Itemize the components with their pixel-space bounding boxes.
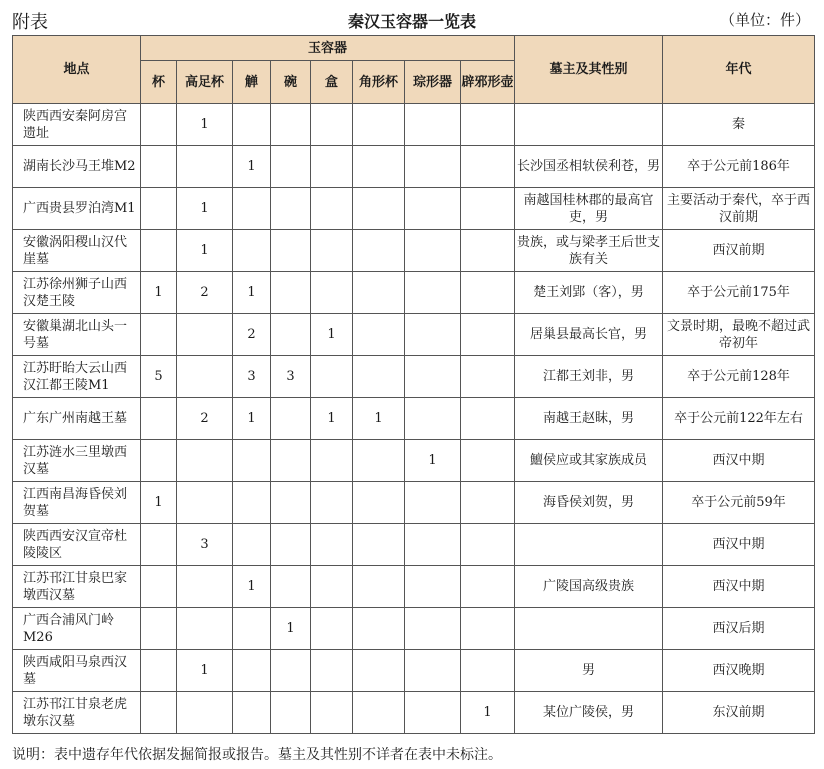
cell-era: 西汉中期: [663, 566, 815, 608]
cell-place: 江苏邗江甘泉老虎墩东汉墓: [13, 692, 141, 734]
cell-place: 广东广州南越王墓: [13, 398, 141, 440]
cell-count: 1: [233, 272, 271, 314]
cell-count: [405, 650, 461, 692]
cell-count: [233, 440, 271, 482]
cell-count: [461, 230, 515, 272]
col-header-vessel: 角形杯: [353, 61, 405, 104]
cell-count: [311, 524, 353, 566]
cell-count: [177, 692, 233, 734]
cell-count: [461, 440, 515, 482]
table-row: [13, 524, 815, 566]
cell-count: [233, 692, 271, 734]
cell-place: 广西合浦风门岭M26: [13, 608, 141, 650]
cell-count: [405, 104, 461, 146]
cell-era: 文景时期，最晚不超过武帝初年: [663, 314, 815, 356]
table-row: [13, 230, 815, 272]
cell-count: 1: [233, 566, 271, 608]
col-header-era: 年代: [663, 36, 815, 104]
cell-count: 1: [311, 314, 353, 356]
table-row: [13, 146, 815, 188]
cell-owner: 鱣侯应或其家族成员: [515, 440, 663, 482]
cell-place: 安徽涡阳稷山汉代崖墓: [13, 230, 141, 272]
cell-place: 湖南长沙马王堆M2: [13, 146, 141, 188]
cell-count: [271, 650, 311, 692]
cell-count: [177, 608, 233, 650]
cell-count: [405, 230, 461, 272]
cell-count: [353, 524, 405, 566]
cell-place: 江苏涟水三里墩西汉墓: [13, 440, 141, 482]
cell-count: [141, 230, 177, 272]
cell-count: [233, 524, 271, 566]
table-row: [13, 440, 815, 482]
cell-owner: 南越国桂林郡的最高官吏，男: [515, 188, 663, 230]
cell-count: 1: [311, 398, 353, 440]
cell-count: [353, 272, 405, 314]
cell-count: [353, 230, 405, 272]
cell-count: [311, 146, 353, 188]
cell-count: [141, 650, 177, 692]
cell-count: [271, 104, 311, 146]
cell-count: [353, 482, 405, 524]
cell-place: 广西贵县罗泊湾M1: [13, 188, 141, 230]
cell-count: [141, 146, 177, 188]
cell-count: [461, 482, 515, 524]
table-row: [13, 650, 815, 692]
col-header-vessel: 盒: [311, 61, 353, 104]
cell-count: [311, 650, 353, 692]
cell-count: [353, 356, 405, 398]
cell-place: 江西南昌海昏侯刘贺墓: [13, 482, 141, 524]
cell-count: [177, 314, 233, 356]
cell-count: [141, 524, 177, 566]
cell-count: [405, 146, 461, 188]
cell-count: [271, 566, 311, 608]
cell-count: [461, 104, 515, 146]
cell-count: [271, 692, 311, 734]
cell-count: [271, 314, 311, 356]
cell-count: [353, 650, 405, 692]
col-header-vessel: 辟邪形壶: [461, 61, 515, 104]
cell-owner: 男: [515, 650, 663, 692]
cell-era: 卒于公元前128年: [663, 356, 815, 398]
cell-count: 3: [271, 356, 311, 398]
table-row: [13, 398, 815, 440]
cell-count: 1: [353, 398, 405, 440]
table-row: [13, 272, 815, 314]
cell-count: [405, 188, 461, 230]
cell-count: [177, 566, 233, 608]
cell-count: [141, 314, 177, 356]
cell-count: [141, 104, 177, 146]
cell-count: 1: [271, 608, 311, 650]
cell-count: [141, 398, 177, 440]
jade-vessel-table: [12, 35, 815, 734]
cell-count: [177, 482, 233, 524]
col-header-owner: 墓主及其性别: [515, 36, 663, 104]
cell-era: 西汉后期: [663, 608, 815, 650]
cell-place: 安徽巢湖北山头一号墓: [13, 314, 141, 356]
cell-count: [461, 314, 515, 356]
table-row: [13, 356, 815, 398]
cell-era: 卒于公元前186年: [663, 146, 815, 188]
col-header-vessel: 碗: [271, 61, 311, 104]
cell-count: [461, 188, 515, 230]
cell-count: [311, 272, 353, 314]
cell-count: [271, 230, 311, 272]
cell-count: 1: [141, 482, 177, 524]
cell-era: 卒于公元前59年: [663, 482, 815, 524]
cell-era: 秦: [663, 104, 815, 146]
cell-owner: 南越王赵眜，男: [515, 398, 663, 440]
cell-owner: [515, 524, 663, 566]
cell-count: 5: [141, 356, 177, 398]
table-row: [13, 188, 815, 230]
cell-count: [405, 692, 461, 734]
cell-count: [141, 692, 177, 734]
table-row: [13, 608, 815, 650]
table-row: [13, 104, 815, 146]
cell-count: 3: [177, 524, 233, 566]
cell-era: 东汉前期: [663, 692, 815, 734]
cell-count: 1: [141, 272, 177, 314]
cell-era: 主要活动于秦代，卒于西汉前期: [663, 188, 815, 230]
cell-count: [353, 146, 405, 188]
col-group-jade-vessels: 玉容器: [141, 36, 515, 61]
cell-count: 1: [177, 230, 233, 272]
cell-count: [271, 440, 311, 482]
cell-count: [233, 230, 271, 272]
cell-count: [233, 188, 271, 230]
cell-count: [405, 272, 461, 314]
cell-count: [311, 440, 353, 482]
cell-count: [141, 608, 177, 650]
cell-count: [271, 188, 311, 230]
cell-count: [405, 398, 461, 440]
cell-count: [461, 146, 515, 188]
cell-count: [461, 272, 515, 314]
cell-count: [405, 356, 461, 398]
table-title: 秦汉玉容器一览表: [347, 12, 476, 31]
cell-owner: [515, 104, 663, 146]
col-header-vessel: 觯: [233, 61, 271, 104]
cell-count: [311, 356, 353, 398]
cell-owner: 居巢县最高长官，男: [515, 314, 663, 356]
cell-place: 陕西西安秦阿房宫遗址: [13, 104, 141, 146]
cell-count: 1: [177, 104, 233, 146]
cell-count: [271, 398, 311, 440]
cell-owner: 海昏侯刘贺，男: [515, 482, 663, 524]
cell-count: 2: [233, 314, 271, 356]
cell-count: 1: [233, 146, 271, 188]
cell-owner: 楚王刘郢（客），男: [515, 272, 663, 314]
cell-place: 江苏盱眙大云山西汉江都王陵M1: [13, 356, 141, 398]
col-header-place: 地点: [13, 36, 141, 104]
cell-count: [141, 440, 177, 482]
cell-count: [311, 482, 353, 524]
cell-count: [353, 608, 405, 650]
cell-count: 1: [405, 440, 461, 482]
cell-era: 西汉中期: [663, 440, 815, 482]
cell-count: [311, 608, 353, 650]
cell-count: [461, 398, 515, 440]
cell-count: [271, 272, 311, 314]
unit-label: （单位：件）: [719, 11, 810, 29]
cell-era: 西汉中期: [663, 524, 815, 566]
cell-count: 3: [233, 356, 271, 398]
table-row: [13, 692, 815, 734]
cell-count: [271, 482, 311, 524]
cell-count: [311, 230, 353, 272]
cell-count: [311, 188, 353, 230]
cell-owner: 某位广陵侯，男: [515, 692, 663, 734]
cell-owner: 长沙国丞相轪侯利苍，男: [515, 146, 663, 188]
cell-count: [405, 608, 461, 650]
cell-count: [461, 650, 515, 692]
cell-count: 2: [177, 398, 233, 440]
cell-count: [405, 314, 461, 356]
cell-count: [233, 104, 271, 146]
cell-count: [353, 692, 405, 734]
cell-count: [461, 608, 515, 650]
cell-owner: 江都王刘非，男: [515, 356, 663, 398]
cell-count: [405, 482, 461, 524]
cell-count: [271, 524, 311, 566]
table-header-bar: [0, 0, 824, 36]
cell-place: 陕西西安汉宣帝杜陵陵区: [13, 524, 141, 566]
cell-owner: 贵族，或与梁孝王后世支族有关: [515, 230, 663, 272]
cell-count: [177, 146, 233, 188]
cell-era: 卒于公元前175年: [663, 272, 815, 314]
cell-count: [311, 104, 353, 146]
col-header-vessel: 高足杯: [177, 61, 233, 104]
cell-count: 1: [177, 188, 233, 230]
cell-count: [461, 524, 515, 566]
cell-era: 西汉晚期: [663, 650, 815, 692]
cell-count: [461, 356, 515, 398]
cell-count: [177, 356, 233, 398]
cell-count: 1: [461, 692, 515, 734]
appendix-label: 附表: [12, 12, 48, 33]
cell-owner: [515, 608, 663, 650]
cell-count: [405, 524, 461, 566]
cell-count: [353, 440, 405, 482]
table-note: 说明：表中遗存年代依据发掘简报或报告。墓主及其性别不详者在表中未标注。: [12, 747, 502, 763]
cell-count: [271, 146, 311, 188]
cell-owner: 广陵国高级贵族: [515, 566, 663, 608]
cell-count: [311, 566, 353, 608]
cell-count: 1: [177, 650, 233, 692]
cell-count: [353, 314, 405, 356]
col-header-vessel: 琮形器: [405, 61, 461, 104]
cell-count: [177, 440, 233, 482]
cell-place: 江苏徐州狮子山西汉楚王陵: [13, 272, 141, 314]
cell-count: 1: [233, 398, 271, 440]
cell-count: [233, 608, 271, 650]
cell-count: [233, 650, 271, 692]
cell-count: [353, 188, 405, 230]
cell-count: [233, 482, 271, 524]
cell-count: [311, 692, 353, 734]
cell-count: [141, 566, 177, 608]
cell-count: [461, 566, 515, 608]
table-row: [13, 314, 815, 356]
cell-count: [353, 566, 405, 608]
cell-count: [141, 188, 177, 230]
cell-era: 卒于公元前122年左右: [663, 398, 815, 440]
cell-count: [405, 566, 461, 608]
table-row: [13, 482, 815, 524]
cell-count: [353, 104, 405, 146]
cell-place: 陕西咸阳马泉西汉墓: [13, 650, 141, 692]
cell-place: 江苏邗江甘泉巴家墩西汉墓: [13, 566, 141, 608]
cell-era: 西汉前期: [663, 230, 815, 272]
col-header-vessel: 杯: [141, 61, 177, 104]
cell-count: 2: [177, 272, 233, 314]
table-row: [13, 566, 815, 608]
